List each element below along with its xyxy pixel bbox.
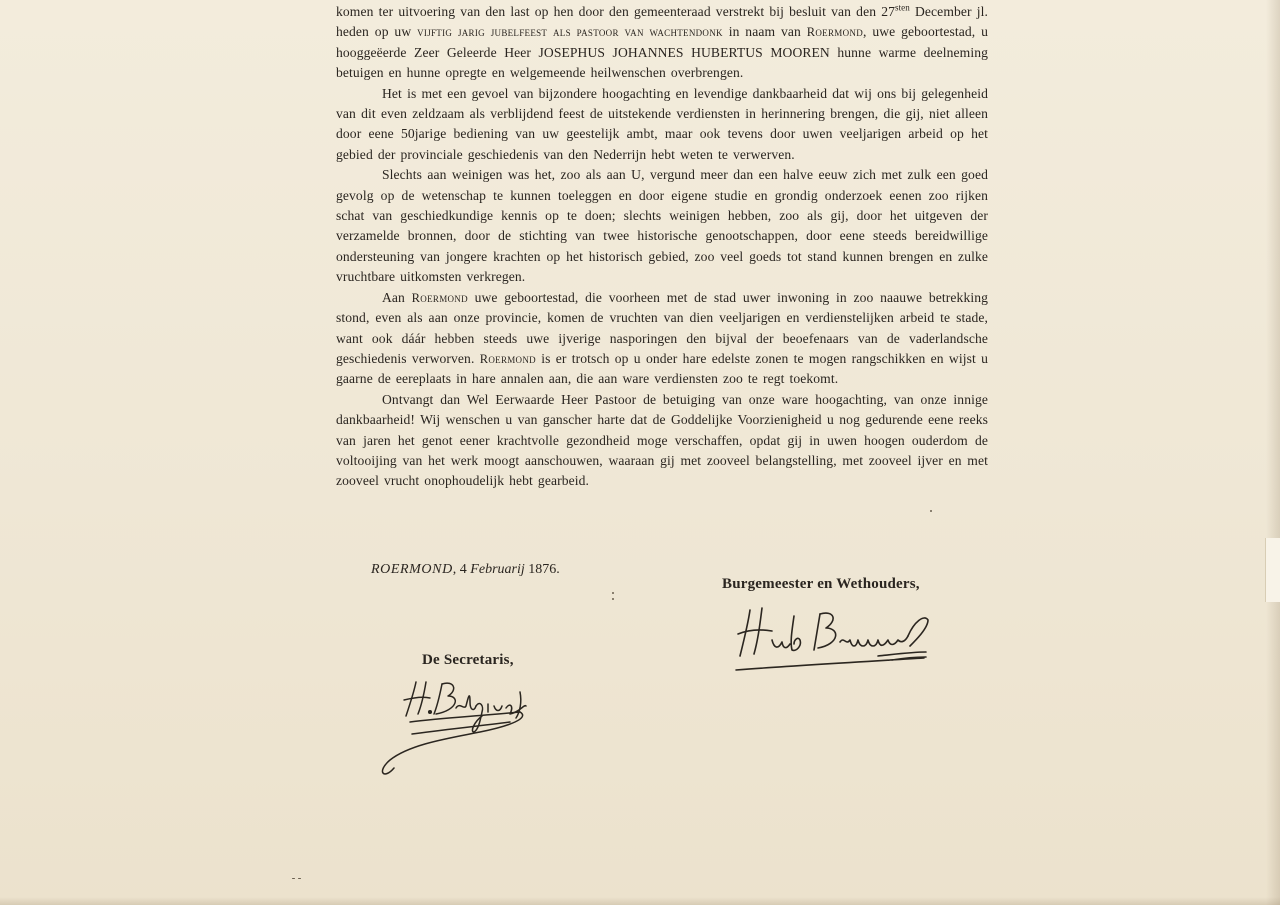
- ink-speck: [292, 878, 295, 879]
- ink-speck: [930, 510, 932, 512]
- paragraph-5: Ontvangt dan Wel Eerwaarde Heer Pastoor de betuiging van onze ware hoogachting, van onze innige dankbaarheid! Wij wenschen u van ganscher harte dat de Goddelijke Voorzienigheid u nog gedurende eene reeks van jaren het genot eener krachtvolle gezondheid moge verschaffen, opdat gij in uwen hoogen ouderdom de voltooijing van het werk moogt aanschouwen, waaraan gij met zooveel belangstelling, met zooveel ijver en met zooveel vrucht onophoudelijk hebt gearbeid.: [336, 391, 988, 489]
- ink-speck: [612, 598, 614, 600]
- date-year: 1876.: [528, 562, 560, 577]
- paragraph-1-text-d: , uwe geboortestad, u hooggeëerde Zeer Geleerde Heer JOSEPHUS JOHANNES HUBERTUS MOOREN hunne warme deelneming betuigen en hunne opregte en welgemeende heilwenschen overbrengen.: [336, 24, 989, 81]
- paragraph-4: [336, 288, 988, 390]
- paragraph-1: [336, 2, 988, 84]
- city-name-smallcaps: Roermond: [479, 351, 536, 366]
- city-name-smallcaps: Roermond: [806, 25, 863, 40]
- page-bottom-shadow: [0, 897, 1280, 905]
- paragraph-4-text-a: Aan: [382, 289, 405, 305]
- paragraph-2: Het is met een gevoel van bijzondere hoogachting en levendige dankbaarheid dat wij ons bij gelegenheid van dit even zeldzaam als verblijdend feest de uitstekende verdiensten in herinnering brengen, die gij, niet alleen door eene 50jarige bediening van uw geestelijk ambt, maar ook tevens door uwen veeljarigen arbeid op het gebied der provinciale geschiedenis van den Nederrijn hebt weten te verwerven.: [336, 85, 988, 162]
- mayor-signature: [728, 600, 950, 680]
- jubilee-smallcaps: vijftig jarig jubelfeest als pastoor van wachtendonk: [417, 25, 723, 40]
- secretary-signature: [370, 672, 540, 782]
- ink-speck: [612, 592, 614, 594]
- place-name: ROERMOND: [371, 562, 453, 577]
- secretary-title: De Secretaris,: [422, 652, 514, 668]
- paragraph-4-text-c: is er trotsch op u onder hare edelste zonen te mogen rangschikken en wijst u gaarne de eereplaats in hare annalen aan, die aan ware verdiensten zoo te regt toekomt.: [336, 350, 988, 387]
- date-day: 4: [459, 562, 467, 577]
- mayor-aldermen-title: Burgemeester en Wethouders,: [722, 576, 920, 592]
- page-edge-shadow: [1266, 0, 1280, 905]
- paragraph-1-text-c: in naam van: [728, 24, 801, 40]
- date-ordinal-suffix: sten: [894, 2, 910, 13]
- paper-tab: [1265, 538, 1280, 602]
- date-month: Februarij: [470, 562, 525, 577]
- paragraph-3: Slechts aan weinigen was het, zoo als aan U, vergund meer dan een halve eeuw zich met zulk een goed gevolg op de wetenschap te kunnen toeleggen en door eigene studie en grondig onderzoek eenen zoo rijken schat van geschiedkundige kennis op te doen; slechts weinigen hebben, zoo als gij, door het uitgeven der verzamelde bronnen, door de stichting van twee historische genootschappen, door eene steeds bereidwillige ondersteuning van jongere krachten op het historisch gebied, zoo veel goeds tot stand kunnen brengen en zulke vruchtbare uitkomsten verkregen.: [336, 167, 988, 285]
- city-name-smallcaps: Roermond: [411, 290, 468, 305]
- ink-speck: [298, 878, 301, 879]
- letter-body: [336, 2, 988, 492]
- paragraph-4-text-b: uwe geboortestad, die voorheen met de stad uwer inwoning in zoo naauwe betrekking stond, even als aan onze provincie, komen de vruchten van dien veeljarigen en verdienstelijken arbeid te stade, want ook dáár hebben steeds uwe ijverige nasporingen den bijval der beoefenaars van de vaderlandsche geschiedenis verworven.: [336, 289, 989, 366]
- paragraph-1-text-b: December jl. heden op uw: [336, 4, 988, 40]
- paragraph-1-text-a: komen ter uitvoering van den last op hen door den gemeenteraad verstrekt bij besluit van den 27: [336, 4, 895, 19]
- place-and-date: ROERMOND, 4 Februarij 1876.: [371, 562, 560, 577]
